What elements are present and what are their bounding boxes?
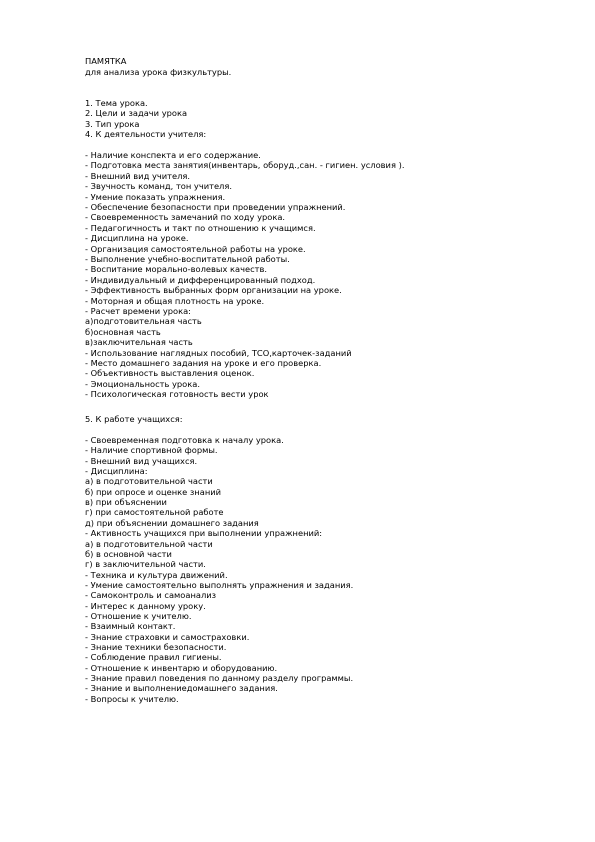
student-item: - Знание страховки и самостраховки. <box>85 631 250 642</box>
memo-title: ПАМЯТКА <box>85 56 127 66</box>
teacher-item: - Психологическая готовность вести урок <box>85 389 269 400</box>
teacher-item: б)основная часть <box>85 326 161 337</box>
teacher-item: - Обеспечение безопасности при проведении упражнений. <box>85 202 346 212</box>
student-item: - Наличие спортивной формы. <box>85 445 218 456</box>
student-item: - Соблюдение правил гигиены. <box>85 652 222 663</box>
teacher-item: - Индивидуальный и дифференцированный подход. <box>85 274 316 285</box>
teacher-item: - Умение показать упражнения. <box>85 191 226 202</box>
teacher-item: - Звучность команд, тон учителя. <box>85 181 232 192</box>
student-item: а) в подготовительной части <box>85 538 213 549</box>
student-item: д) при объяснении домашнего задания <box>85 517 259 528</box>
student-item: - Знание правил поведения по данному разделу программы. <box>85 673 354 684</box>
teacher-item: - Внешний вид учителя. <box>85 170 191 181</box>
student-item: - Отношение к учителю. <box>85 610 192 621</box>
students-heading: 5. К работе учащихся: <box>85 414 183 424</box>
student-item: - Техника и культура движений. <box>85 569 228 580</box>
student-item: б) при опросе и оценке знаний <box>85 486 222 497</box>
student-item: г) при самостоятельной работе <box>85 507 224 518</box>
student-item: - Активность учащихся при выполнении упражнений: <box>85 528 323 539</box>
outline-item: 1. Тема урока. <box>85 98 148 108</box>
student-item: - Интерес к данному уроку. <box>85 600 206 611</box>
student-item: - Отношение к инвентарю и оборудованию. <box>85 662 278 673</box>
teacher-item: - Использование наглядных пособий, ТСО,карточек-заданий <box>85 347 352 358</box>
teacher-item: - Воспитание морально-волевых качеств. <box>85 264 268 275</box>
teacher-item: - Организация самостоятельной работы на уроке. <box>85 243 306 254</box>
teacher-item: - Выполнение учебно-воспитательной работы. <box>85 254 290 264</box>
teacher-item: - Моторная и общая плотность на уроке. <box>85 295 265 306</box>
teacher-item: а)подготовительная часть <box>85 316 202 327</box>
teacher-item: - Наличие конспекта и его содержание. <box>85 150 261 160</box>
student-item: - Знание и выполнениедомашнего задания. <box>85 683 278 694</box>
memo-subtitle: для анализа урока физкультуры. <box>85 67 232 77</box>
student-item: в) при объяснении <box>85 497 167 508</box>
teacher-item: в)заключительная часть <box>85 337 193 348</box>
outline-item: 3. Тип урока <box>85 118 140 129</box>
teacher-item: - Место домашнего задания на уроке и его проверка. <box>85 358 322 368</box>
teacher-item: - Дисциплина на уроке. <box>85 233 189 244</box>
student-item: - Умение самостоятельно выполнять упражнения и задания. <box>85 579 354 590</box>
student-item: - Вопросы к учителю. <box>85 693 179 704</box>
teacher-item: - Расчет времени урока: <box>85 306 191 316</box>
teacher-item: - Эффективность выбранных форм организации на уроке. <box>85 285 342 296</box>
teacher-item: - Подготовка места занятия(инвентарь, оборуд.,сан. - гигиен. условия ). <box>85 160 405 171</box>
teacher-item: - Объективность выставления оценок. <box>85 368 255 379</box>
outline-item: 4. К деятельности учителя: <box>85 128 207 139</box>
student-item: - Самоконтроль и самоанализ <box>85 590 217 601</box>
teacher-item: - Своевременность замечаний по ходу урока. <box>85 212 286 223</box>
student-item: а) в подготовительной части <box>85 476 213 487</box>
student-item: - Внешний вид учащихся. <box>85 455 198 466</box>
student-item: г) в заключительной части. <box>85 559 206 570</box>
teacher-item: - Педагогичность и такт по отношению к учащимся. <box>85 222 316 233</box>
student-item: - Дисциплина: <box>85 466 148 477</box>
student-item: - Взаимный контакт. <box>85 621 176 632</box>
student-item: б) в основной части <box>85 548 172 559</box>
teacher-item: - Эмоциональность урока. <box>85 378 200 389</box>
outline-item: 2. Цели и задачи урока <box>85 108 188 119</box>
student-item: - Знание техники безопасности. <box>85 642 227 652</box>
student-item: - Своевременная подготовка к началу урока. <box>85 435 284 445</box>
